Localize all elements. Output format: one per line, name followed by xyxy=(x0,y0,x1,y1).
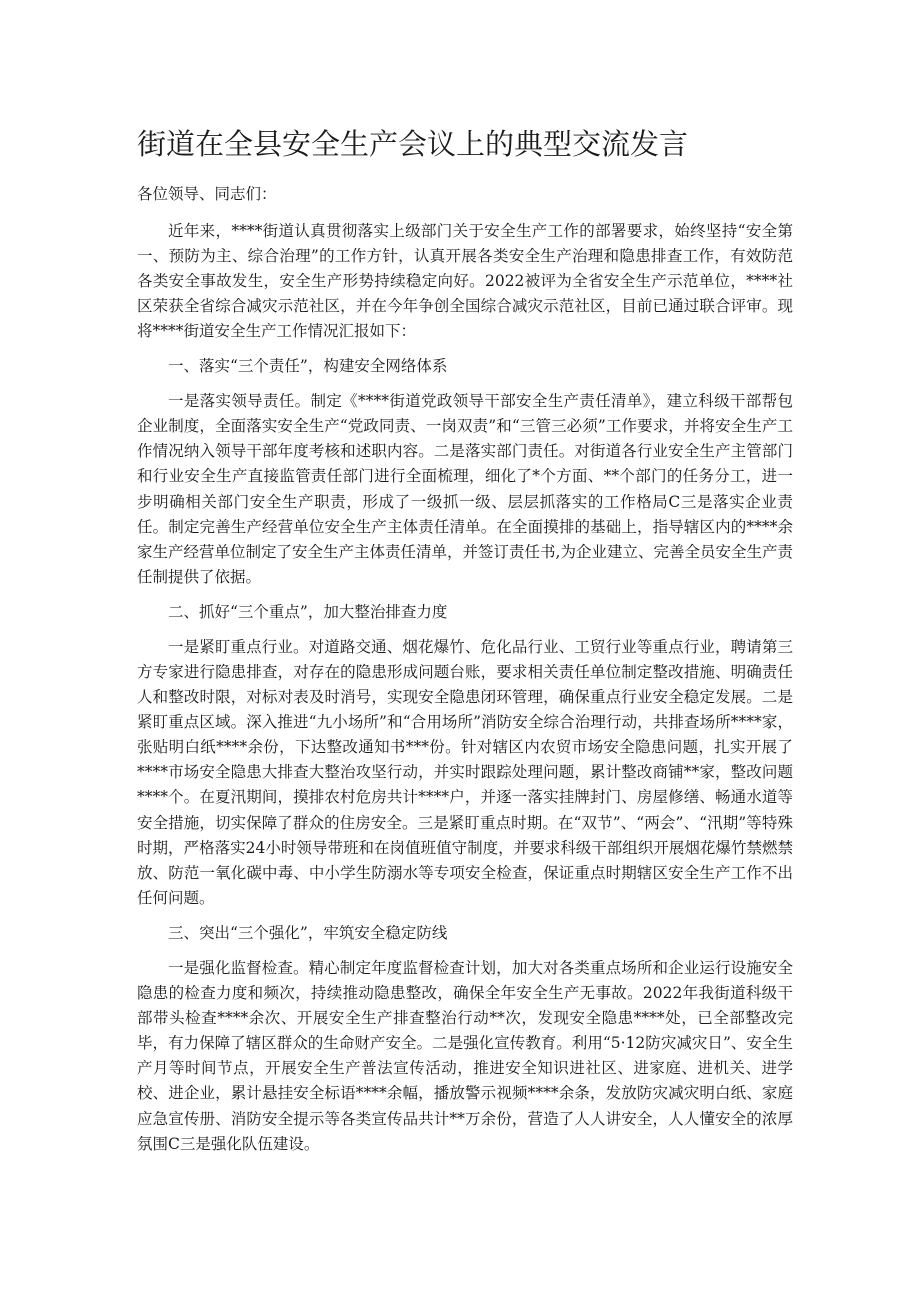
section-2-heading: 二、抓好“三个重点”，加大整治排查力度 xyxy=(168,602,448,621)
greeting: 各位领导、同志们： xyxy=(137,184,277,203)
document-page xyxy=(137,126,793,1167)
intro-paragraph: 近年来，****街道认真贯彻落实上级部门关于安全生产工作的部署要求，始终坚持“安全第一、预防为主、综合治理”的工作方针，认真开展各类安全生产治理和隐患排查工作，有效防范各类安全事故发生，安全生产形势持续稳定向好。2022被评为全省安全生产示范单位，****社区荣获全省综合减灾示范社区，并在今年争创全国综合减灾示范社区，目前已通过联合评审。现将****街道安全生产工作情况汇报如下： xyxy=(137,221,793,341)
section-1-body: 一是落实领导责任。制定《****街道党政领导干部安全生产责任清单》，建立科级干部帮包企业制度，全面落实安全生产“党政同责、一岗双责”和“三管三必须”工作要求，并将安全生产工作情况纳入领导干部年度考核和述职内容。二是落实部门责任。对街道各行业安全生产主管部门和行业安全生产直接监管责任部门进行全面梳理，细化了*个方面、**个部门的任务分工，进一步明确相关部门安全生产职责，形成了一级抓一级、层层抓落实的工作格局C三是落实企业责任。制定完善生产经营单位安全生产主体责任清单。在全面摸排的基础上，指导辖区内的****余家生产经营单位制定了安全生产主体责任清单，并签订责任书,为企业建立、完善全员安全生产责任制提供了依据。 xyxy=(137,392,793,586)
section-1-heading: 一、落实“三个责任”，构建安全网络体系 xyxy=(168,357,448,376)
section-3-heading: 三、突出“三个强化”，牢筑安全稳定防线 xyxy=(168,923,448,942)
section-2-body: 一是紧盯重点行业。对道路交通、烟花爆竹、危化品行业、工贸行业等重点行业，聘请第三方专家进行隐患排查，对存在的隐患形成问题台账，要求相关责任单位制定整改措施、明确责任人和整改时限，对标对表及时消号，实现安全隐患闭环管理，确保重点行业安全稳定发展。二是紧盯重点区域。深入推进“九小场所”和“合用场所”消防安全综合治理行动，共排查场所****家，张贴明白纸****余份，下达整改通知书***份。针对辖区内农贸市场安全隐患问题，扎实开展了****市场安全隐患大排查大整治攻坚行动，并实时跟踪处理问题，累计整改商铺**家，整改问题****个。在夏汛期间，摸排农村危房共计****户，并逐一落实挂牌封门、房屋修缮、畅通水道等安全措施，切实保障了群众的住房安全。三是紧盯重点时期。在“双节”、“两会”、“汛期”等特殊时期，严格落实24小时领导带班和在岗值班值守制度，并要求科级干部组织开展烟花爆竹禁燃禁放、防范一氧化碳中毒、中小学生防溺水等专项安全检查，保证重点时期辖区安全生产工作不出任何问题。 xyxy=(137,637,793,907)
document-title: 街道在全县安全生产会议上的典型交流发言 xyxy=(137,127,689,161)
section-3-body: 一是强化监督检查。精心制定年度监督检查计划，加大对各类重点场所和企业运行设施安全隐患的检查力度和频次，持续推动隐患整改，确保全年安全生产无事故。2022年我街道科级干部带头检查****余次、开展安全生产排查整治行动**次，发现安全隐患****处，已全部整改完毕，有力保障了辖区群众的生命财产安全。二是强化宣传教育。利用“5·12防灾减灾日”、安全生产月等时间节点，开展安全生产普法宣传活动，推进安全知识进社区、进家庭、进机关、进学校、进企业，累计悬挂安全标语****余幅，播放警示视频****余条，发放防灾减灾明白纸、家庭应急宣传册、消防安全提示等各类宣传品共计**万余份，营造了人人讲安全，人人懂安全的浓厚氛围C三是强化队伍建设。 xyxy=(137,958,793,1153)
